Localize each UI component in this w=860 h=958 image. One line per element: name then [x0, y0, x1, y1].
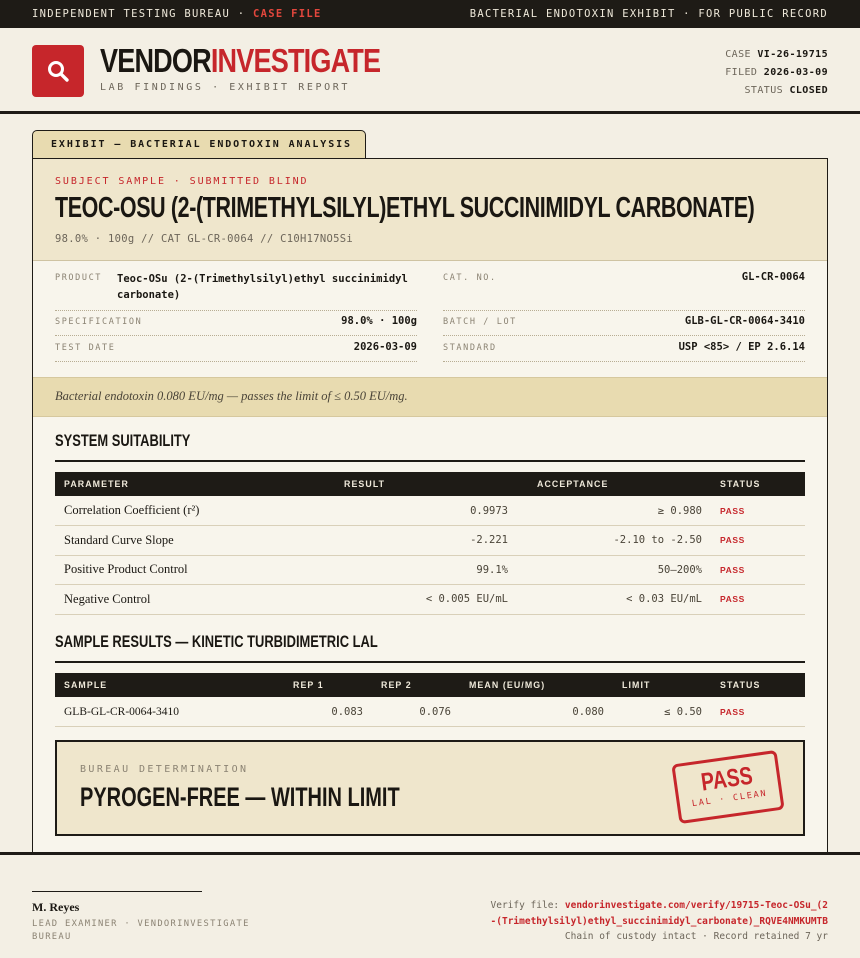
footer-rule — [0, 852, 860, 855]
section-rule — [55, 460, 805, 462]
custody-note: Chain of custody intact · Record retained 7 yr — [564, 931, 828, 942]
pass-stamp: PASS LAL · CLEAN — [671, 750, 784, 824]
fact-batch: BATCH / LOT GLB-GL-CR-0064-3410 — [443, 315, 805, 336]
case-file-label: CASE FILE — [253, 8, 322, 20]
sample-results-heading: SAMPLE RESULTS — KINETIC TURBIDIMETRIC LAL — [55, 632, 378, 651]
search-icon — [32, 45, 84, 97]
table-row: Correlation Coefficient (r²) 0.9973 ≥ 0.980 PASS — [55, 496, 805, 526]
fact-test-date: TEST DATE 2026-03-09 — [55, 341, 417, 362]
system-suitability-heading: SYSTEM SUITABILITY — [55, 431, 191, 450]
table-row: Standard Curve Slope -2.221 -2.10 to -2.50 PASS — [55, 526, 805, 556]
header — [0, 28, 860, 114]
verify-link[interactable]: vendorinvestigate.com/verify/19715-Teoc-OSu_(2-(Trimethylsilyl)ethyl_succinimidyl_carbonate)_RQVE4NMKUMTB — [490, 900, 828, 927]
top-strip-right: BACTERIAL ENDOTOXIN EXHIBIT · FOR PUBLIC RECORD — [469, 8, 828, 20]
subject-label: SUBJECT SAMPLE · SUBMITTED BLIND — [55, 176, 309, 187]
determination-label: BUREAU DETERMINATION — [80, 764, 249, 775]
subject-title: TEOC-OSU (2-(TRIMETHYLSILYL)ETHYL SUCCINIMIDYL CARBONATE) — [55, 192, 755, 224]
subject-meta: 98.0% · 100g // CAT GL-CR-0064 // C10H17NO5Si — [55, 233, 353, 245]
determination-value: PYROGEN-FREE — WITHIN LIMIT — [80, 782, 400, 812]
status-badge: PASS — [711, 697, 805, 727]
status-badge: PASS — [711, 555, 805, 585]
brand-wordmark: VENDORINVESTIGATE — [100, 42, 381, 79]
case-status: CLOSED — [789, 85, 828, 96]
signature-line — [32, 891, 202, 892]
exhibit-tab: EXHIBIT — BACTERIAL ENDOTOXIN ANALYSIS — [32, 130, 366, 159]
table-row: Negative Control < 0.005 EU/mL < 0.03 EU/mL PASS — [55, 585, 805, 615]
table-row: GLB-GL-CR-0064-3410 0.083 0.076 0.080 ≤ 0.50 PASS — [55, 697, 805, 727]
case-number: VI-26-19715 — [757, 49, 828, 60]
top-strip — [0, 0, 860, 28]
table-row: Positive Product Control 99.1% 50–200% PASS — [55, 555, 805, 585]
status-badge: PASS — [711, 526, 805, 556]
status-badge: PASS — [711, 585, 805, 615]
brand-tagline: LAB FINDINGS · EXHIBIT REPORT — [100, 82, 350, 93]
sample-results-table — [55, 673, 805, 727]
top-strip-left: INDEPENDENT TESTING BUREAU · CASE FILE — [32, 8, 322, 20]
subject-block — [33, 159, 827, 261]
status-badge: PASS — [711, 496, 805, 526]
verify-block: Verify file: vendorinvestigate.com/verify/19715-Teoc-OSu_(2-(Trimethylsilyl)ethyl_succinimidyl_carbonate)_RQVE4NMKUMTB Chain of custody intact · Record retained 7 yr — [488, 898, 828, 945]
signer-role: LEAD EXAMINER · VENDORINVESTIGATE BUREAU — [32, 919, 250, 942]
table-header-row: PARAMETER RESULT ACCEPTANCE STATUS — [55, 472, 805, 496]
case-info: CASE VI-26-19715 FILED 2026-03-09 STATUS CLOSED — [725, 49, 828, 96]
exhibit-card — [32, 158, 828, 854]
table-header-row: SAMPLE REP 1 REP 2 MEAN (EU/MG) LIMIT STATUS — [55, 673, 805, 697]
bureau-determination — [55, 740, 805, 836]
section-rule — [55, 661, 805, 663]
system-suitability-table — [55, 472, 805, 615]
verdict-banner: Bacterial endotoxin 0.080 EU/mg — passes the limit of ≤ 0.50 EU/mg. — [33, 377, 827, 417]
fact-specification: SPECIFICATION 98.0% · 100g — [55, 315, 417, 336]
fact-standard: STANDARD USP <85> / EP 2.6.14 — [443, 341, 805, 362]
filed-date: 2026-03-09 — [763, 67, 828, 78]
fact-catno: CAT. NO. GL-CR-0064 — [443, 271, 805, 311]
signer-name: M. Reyes — [32, 900, 80, 914]
fact-product: PRODUCT Teoc-OSu (2-(Trimethylsilyl)ethyl succinimidyl carbonate) — [55, 271, 417, 311]
